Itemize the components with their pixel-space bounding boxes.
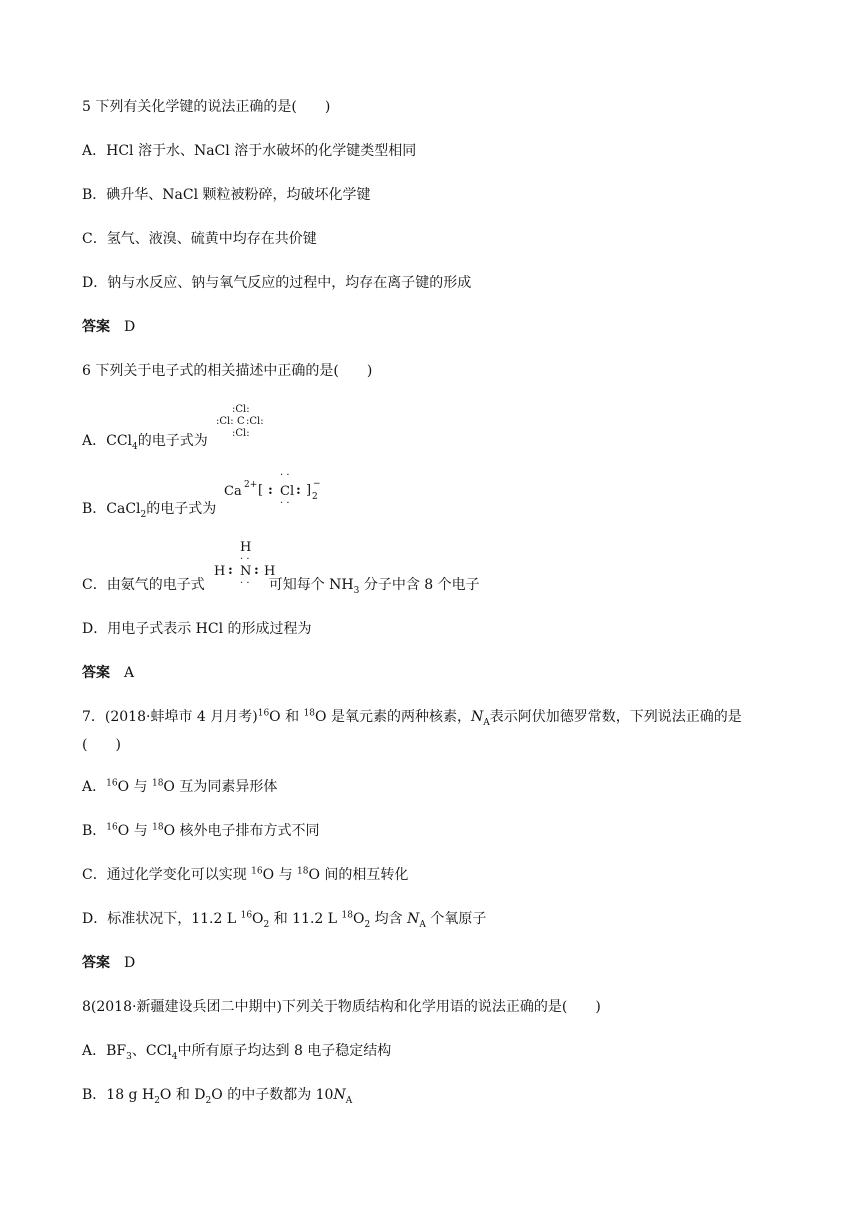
q5-option-c: C．氢气、液溴、硫黄中均存在共价键 xyxy=(82,231,317,247)
h-atom: H xyxy=(240,540,252,555)
element-symbol: O xyxy=(117,779,130,795)
mass-number: 16 xyxy=(251,866,263,877)
cacl2-electron-formula xyxy=(224,470,334,516)
subscript: 3 xyxy=(126,1051,132,1062)
q6-option-d: D．用电子式表示 HCl 的形成过程为 xyxy=(82,621,312,637)
element-symbol: O xyxy=(252,911,264,927)
q5-option-a: A．HCl 溶于水、NaCl 溶于水破坏的化学键类型相同 xyxy=(82,143,417,159)
option-text: D．标准状况下，11.2 L xyxy=(82,911,241,927)
element-symbol: O xyxy=(117,823,130,839)
element-symbol: O xyxy=(163,823,176,839)
option-text: A．CCl xyxy=(82,433,133,449)
q6-answer xyxy=(82,664,134,682)
bracket: [ xyxy=(258,483,264,498)
bracket: ] xyxy=(306,483,312,498)
option-text: 与 xyxy=(133,779,152,795)
q8-option-b xyxy=(82,1086,352,1104)
option-text: 的电子式为 xyxy=(146,501,217,517)
option-text: C．由氨气的电子式 xyxy=(82,577,205,593)
element-symbol: O xyxy=(315,709,327,725)
cl-atom: :Cl: xyxy=(216,416,234,427)
charge: − xyxy=(313,479,321,489)
subscript: 4 xyxy=(132,441,138,452)
option-text: 互为同素异形体 xyxy=(179,779,278,795)
answer-label: 答案 xyxy=(82,319,110,335)
option-text: A． xyxy=(82,779,107,795)
ccl4-electron-formula xyxy=(216,404,276,448)
subscript: 2 xyxy=(312,492,318,502)
avogadro-symbol: N xyxy=(470,709,484,725)
q5-stem: 5 下列有关化学键的说法正确的是( ) xyxy=(82,99,331,115)
q7-stem xyxy=(82,708,742,726)
element-symbol: O xyxy=(269,709,281,725)
q6-option-c xyxy=(82,576,480,594)
avogadro-symbol: N xyxy=(407,911,420,927)
cl-atom: :Cl: xyxy=(232,404,250,415)
element-symbol: O xyxy=(163,779,175,795)
option-text: B．18 g H xyxy=(82,1087,155,1103)
electron-pair: · · xyxy=(240,554,250,565)
stem-text: 7．(2018·蚌埠市 4 月月考) xyxy=(82,709,258,725)
option-text: 分子中含 8 个电子 xyxy=(359,577,480,593)
subscript: 2 xyxy=(154,1095,160,1106)
option-text: 中所有原子均达到 8 电子稳定结构 xyxy=(177,1043,392,1059)
subscript: 2 xyxy=(263,919,270,930)
option-text: A．BF xyxy=(82,1043,127,1059)
avogadro-symbol: N xyxy=(333,1087,346,1103)
q5-answer xyxy=(82,318,135,336)
electron-pair: · · xyxy=(240,578,250,589)
q7-stem-line2: ( ) xyxy=(82,737,121,753)
cl-atom: :Cl: xyxy=(246,416,264,427)
option-text: B． xyxy=(82,823,107,839)
electron-pair: : xyxy=(254,563,259,578)
q6-option-b xyxy=(82,500,216,518)
subscript: A xyxy=(345,1095,353,1106)
subscript: 3 xyxy=(353,585,360,596)
electron-pair: : xyxy=(296,483,301,498)
q6-option-a xyxy=(82,432,208,450)
element-symbol: O xyxy=(308,867,320,883)
electron-pair: · · xyxy=(280,498,290,509)
answer-value: A xyxy=(124,665,135,681)
q8-option-a xyxy=(82,1042,391,1060)
option-text: C．通过化学变化可以实现 xyxy=(82,867,252,883)
option-text: O 的中子数都为 10 xyxy=(211,1087,334,1103)
stem-text: 和 xyxy=(285,709,304,725)
option-text: 均含 xyxy=(374,911,408,927)
answer-value: D xyxy=(124,955,136,971)
mass-number: 18 xyxy=(341,910,353,921)
option-text: 可知每个 NH xyxy=(268,577,354,593)
c-atom: C xyxy=(237,416,245,427)
h-atom: H xyxy=(214,564,226,579)
mass-number: 18 xyxy=(297,866,309,877)
option-text: 的电子式为 xyxy=(137,433,208,449)
subscript: A xyxy=(483,717,490,728)
subscript: 2 xyxy=(364,919,371,930)
stem-text: 是氧元素的两种核素， xyxy=(330,709,471,725)
charge: 2+ xyxy=(244,480,258,490)
q7-answer xyxy=(82,954,135,972)
mass-number: 18 xyxy=(303,708,316,719)
electron-pair: : xyxy=(268,483,273,498)
element-symbol: O xyxy=(353,911,365,927)
nh3-electron-formula xyxy=(214,540,280,596)
subscript: 2 xyxy=(140,509,147,520)
option-text: 与 xyxy=(278,867,298,883)
mass-number: 16 xyxy=(106,822,118,833)
q7-option-c xyxy=(82,866,408,884)
q8-stem: 8(2018·新疆建设兵团二中期中)下列关于物质结构和化学用语的说法正确的是( ) xyxy=(82,999,601,1015)
answer-label: 答案 xyxy=(82,665,110,681)
q7-option-a xyxy=(82,778,277,796)
q7-option-b xyxy=(82,822,320,840)
element-symbol: O xyxy=(262,867,275,883)
answer-label: 答案 xyxy=(82,955,110,971)
cl-atom: Cl xyxy=(280,484,295,499)
mass-number: 16 xyxy=(240,910,253,921)
option-text: 、CCl xyxy=(131,1043,172,1059)
mass-number: 16 xyxy=(106,778,118,789)
q5-option-b: B．碘升华、NaCl 颗粒被粉碎，均破坏化学键 xyxy=(82,187,371,203)
option-text: 与 xyxy=(133,823,153,839)
mass-number: 16 xyxy=(257,708,270,719)
option-text: 间的相互转化 xyxy=(324,867,409,883)
stem-text: 表示阿伏加德罗常数，下列说法正确的是 xyxy=(489,709,742,725)
q6-stem: 6 下列关于电子式的相关描述中正确的是( ) xyxy=(82,363,373,379)
cl-atom: :Cl: xyxy=(232,428,250,439)
answer-value: D xyxy=(124,319,136,335)
option-text: 核外电子排布方式不同 xyxy=(179,823,320,839)
subscript: 4 xyxy=(171,1051,178,1062)
option-text: O 和 D xyxy=(159,1087,206,1103)
option-text: 和 11.2 L xyxy=(273,911,342,927)
mass-number: 18 xyxy=(152,822,164,833)
subscript: 2 xyxy=(205,1095,212,1106)
electron-pair: : xyxy=(228,563,233,578)
electron-pair: · · xyxy=(280,470,290,481)
h-atom: H xyxy=(264,564,276,579)
q7-option-d xyxy=(82,910,486,928)
n-atom: N xyxy=(240,564,252,579)
option-text: 个氧原子 xyxy=(430,911,487,927)
mass-number: 18 xyxy=(151,778,164,789)
ca-atom: Ca xyxy=(224,484,242,499)
subscript: A xyxy=(419,919,426,930)
q5-option-d: D．钠与水反应、钠与氧气反应的过程中，均存在离子键的形成 xyxy=(82,275,472,291)
option-text: B．CaCl xyxy=(82,501,141,517)
